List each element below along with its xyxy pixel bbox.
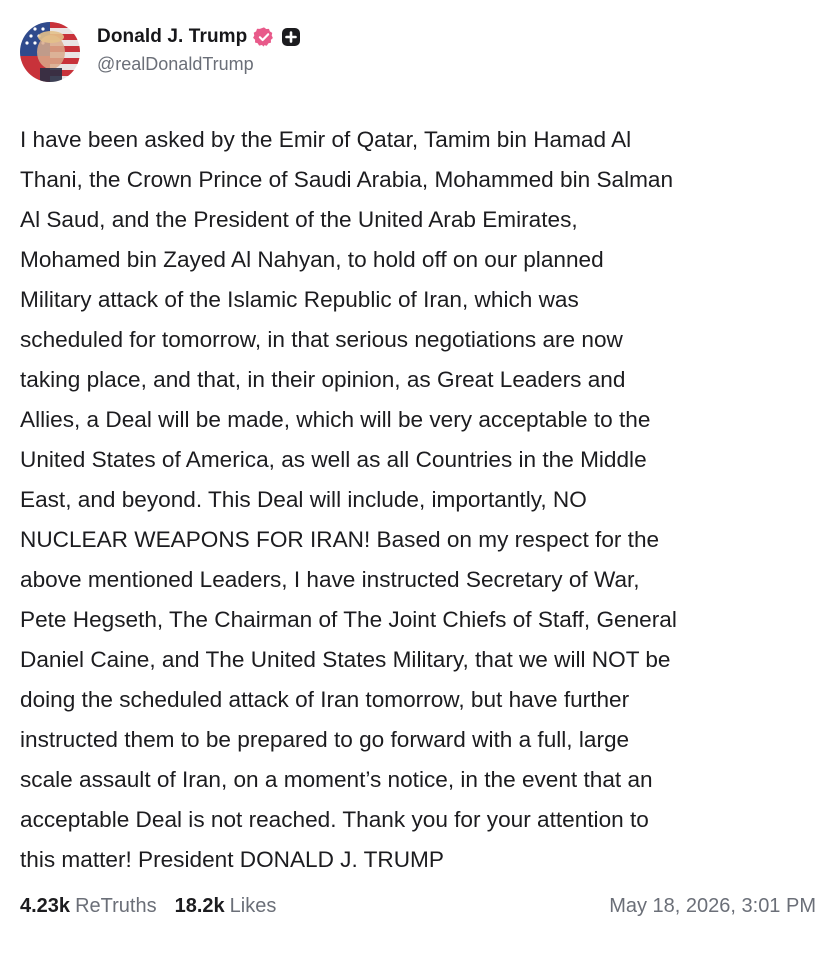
post-timestamp[interactable]: May 18, 2026, 3:01 PM [609, 894, 816, 917]
retruths-count: 4.23k [20, 894, 71, 917]
post-body-text: I have been asked by the Emir of Qatar, Tamim bin Hamad Al Thani, the Crown Prince of Saudi Arabia, Mohammed bin Salman Al Saud, and the President of the United Arab Emirates, Mohamed bin Zayed Al Nahyan, to hold off on our planned Military attack of the Islamic Republic of Iran, which was scheduled for tomorrow, in that serious negotiations are now taking place, and that, in their opinion, as Great Leaders and Allies, a Deal will be made, which will be very acceptable to the United States of America, as well as all Countries in the Middle East, and beyond. This Deal will include, importantly, NO NUCLEAR WEAPONS FOR IRAN! Based on my respect for the above mentioned Leaders, I have instructed Secretary of War, Pete Hegseth, The Chairman of The Joint Chiefs of Staff, General Daniel Caine, and The United States Military, that we will NOT be doing the scheduled attack of Iran tomorrow, but have further instructed them to be prepared to go forward with a full, large scale assault of Iran, on a moment’s notice, in the event that an acceptable Deal is not reached. Thank you for your attention to this matter! President DONALD J. TRUMP [20, 127, 677, 872]
retruths-label: ReTruths [75, 894, 157, 917]
name-row [97, 23, 301, 51]
likes-label: Likes [229, 894, 277, 917]
likes-stat[interactable] [175, 895, 277, 918]
author-names [97, 23, 301, 75]
plus-badge-icon [281, 27, 301, 47]
verified-badge-icon [253, 26, 275, 48]
avatar[interactable] [20, 22, 80, 82]
likes-count: 18.2k [174, 894, 225, 917]
post-footer [20, 890, 816, 922]
retruths-stat[interactable] [20, 895, 157, 918]
author-handle[interactable]: @realDonaldTrump [97, 54, 254, 74]
avatar-image [20, 22, 80, 82]
post-header [20, 20, 301, 84]
display-name[interactable]: Donald J. Trump [97, 26, 248, 47]
